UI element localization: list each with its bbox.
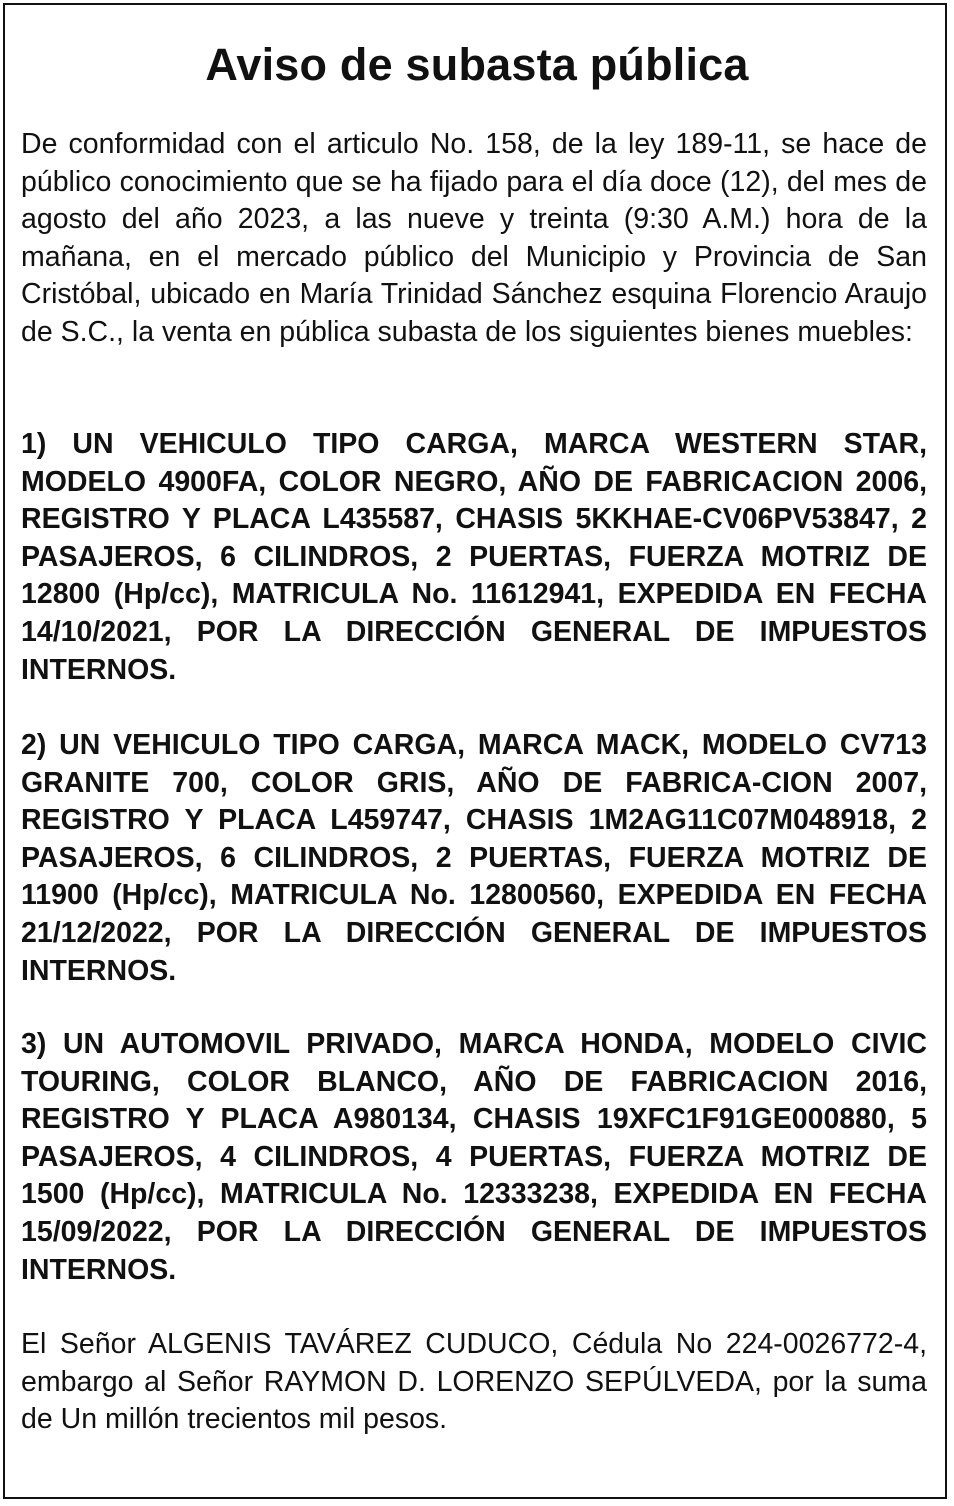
notice-title: Aviso de subasta pública xyxy=(205,39,749,90)
notice-closing-paragraph: El Señor ALGENIS TAVÁREZ CUDUCO, Cédula No 224-0026772-4, embargo al Señor RAYMON D. LORENZO SEPÚLVEDA, por la suma de Un millón trecientos mil pesos. xyxy=(21,1328,927,1436)
auction-item-1: 1) UN VEHICULO TIPO CARGA, MARCA WESTERN STAR, MODELO 4900FA, COLOR NEGRO, AÑO DE FABRICACION 2006, REGISTRO Y PLACA L435587, CHASIS 5KKHAE-CV06PV53847, 2 PASAJEROS, 6 CILINDROS, 2 PUERTAS, FUERZA MOTRIZ DE 12800 (Hp/cc), MATRICULA No. 11612941, EXPEDIDA EN FECHA 14/10/2021, POR LA DIRECCIÓN GENERAL DE IMPUESTOS INTERNOS. xyxy=(21,428,927,686)
auction-item-3: 3) UN AUTOMOVIL PRIVADO, MARCA HONDA, MODELO CIVIC TOURING, COLOR BLANCO, AÑO DE FABRICACION 2016, REGISTRO Y PLACA A980134, CHASIS 19XFC1F91GE000880, 5 PASAJEROS, 4 CILINDROS, 4 PUERTAS, FUERZA MOTRIZ DE 1500 (Hp/cc), MATRICULA No. 12333238, EXPEDIDA EN FECHA 15/09/2022, POR LA DIRECCIÓN GENERAL DE IMPUESTOS INTERNOS. xyxy=(21,1028,927,1286)
auction-item-2: 2) UN VEHICULO TIPO CARGA, MARCA MACK, MODELO CV713 GRANITE 700, COLOR GRIS, AÑO DE FABRICA-CION 2007, REGISTRO Y PLACA L459747, CHASIS 1M2AG11C07M048918, 2 PASAJEROS, 6 CILINDROS, 2 PUERTAS, FUERZA MOTRIZ DE 11900 (Hp/cc), MATRICULA No. 12800560, EXPEDIDA EN FECHA 21/12/2022, POR LA DIRECCIÓN GENERAL DE IMPUESTOS INTERNOS. xyxy=(21,729,927,987)
notice-intro-paragraph: De conformidad con el articulo No. 158, de la ley 189-11, se hace de público conocimiento que se ha fijado para el día doce (12), del mes de agosto del año 2023, a las nueve y treinta (9:30 A.M.) hora de la mañana, en el mercado público del Municipio y Provincia de San Cristóbal, ubicado en María Trinidad Sánchez esquina Florencio Araujo de S.C., la venta en pública subasta de los siguientes bienes muebles: xyxy=(21,128,927,348)
